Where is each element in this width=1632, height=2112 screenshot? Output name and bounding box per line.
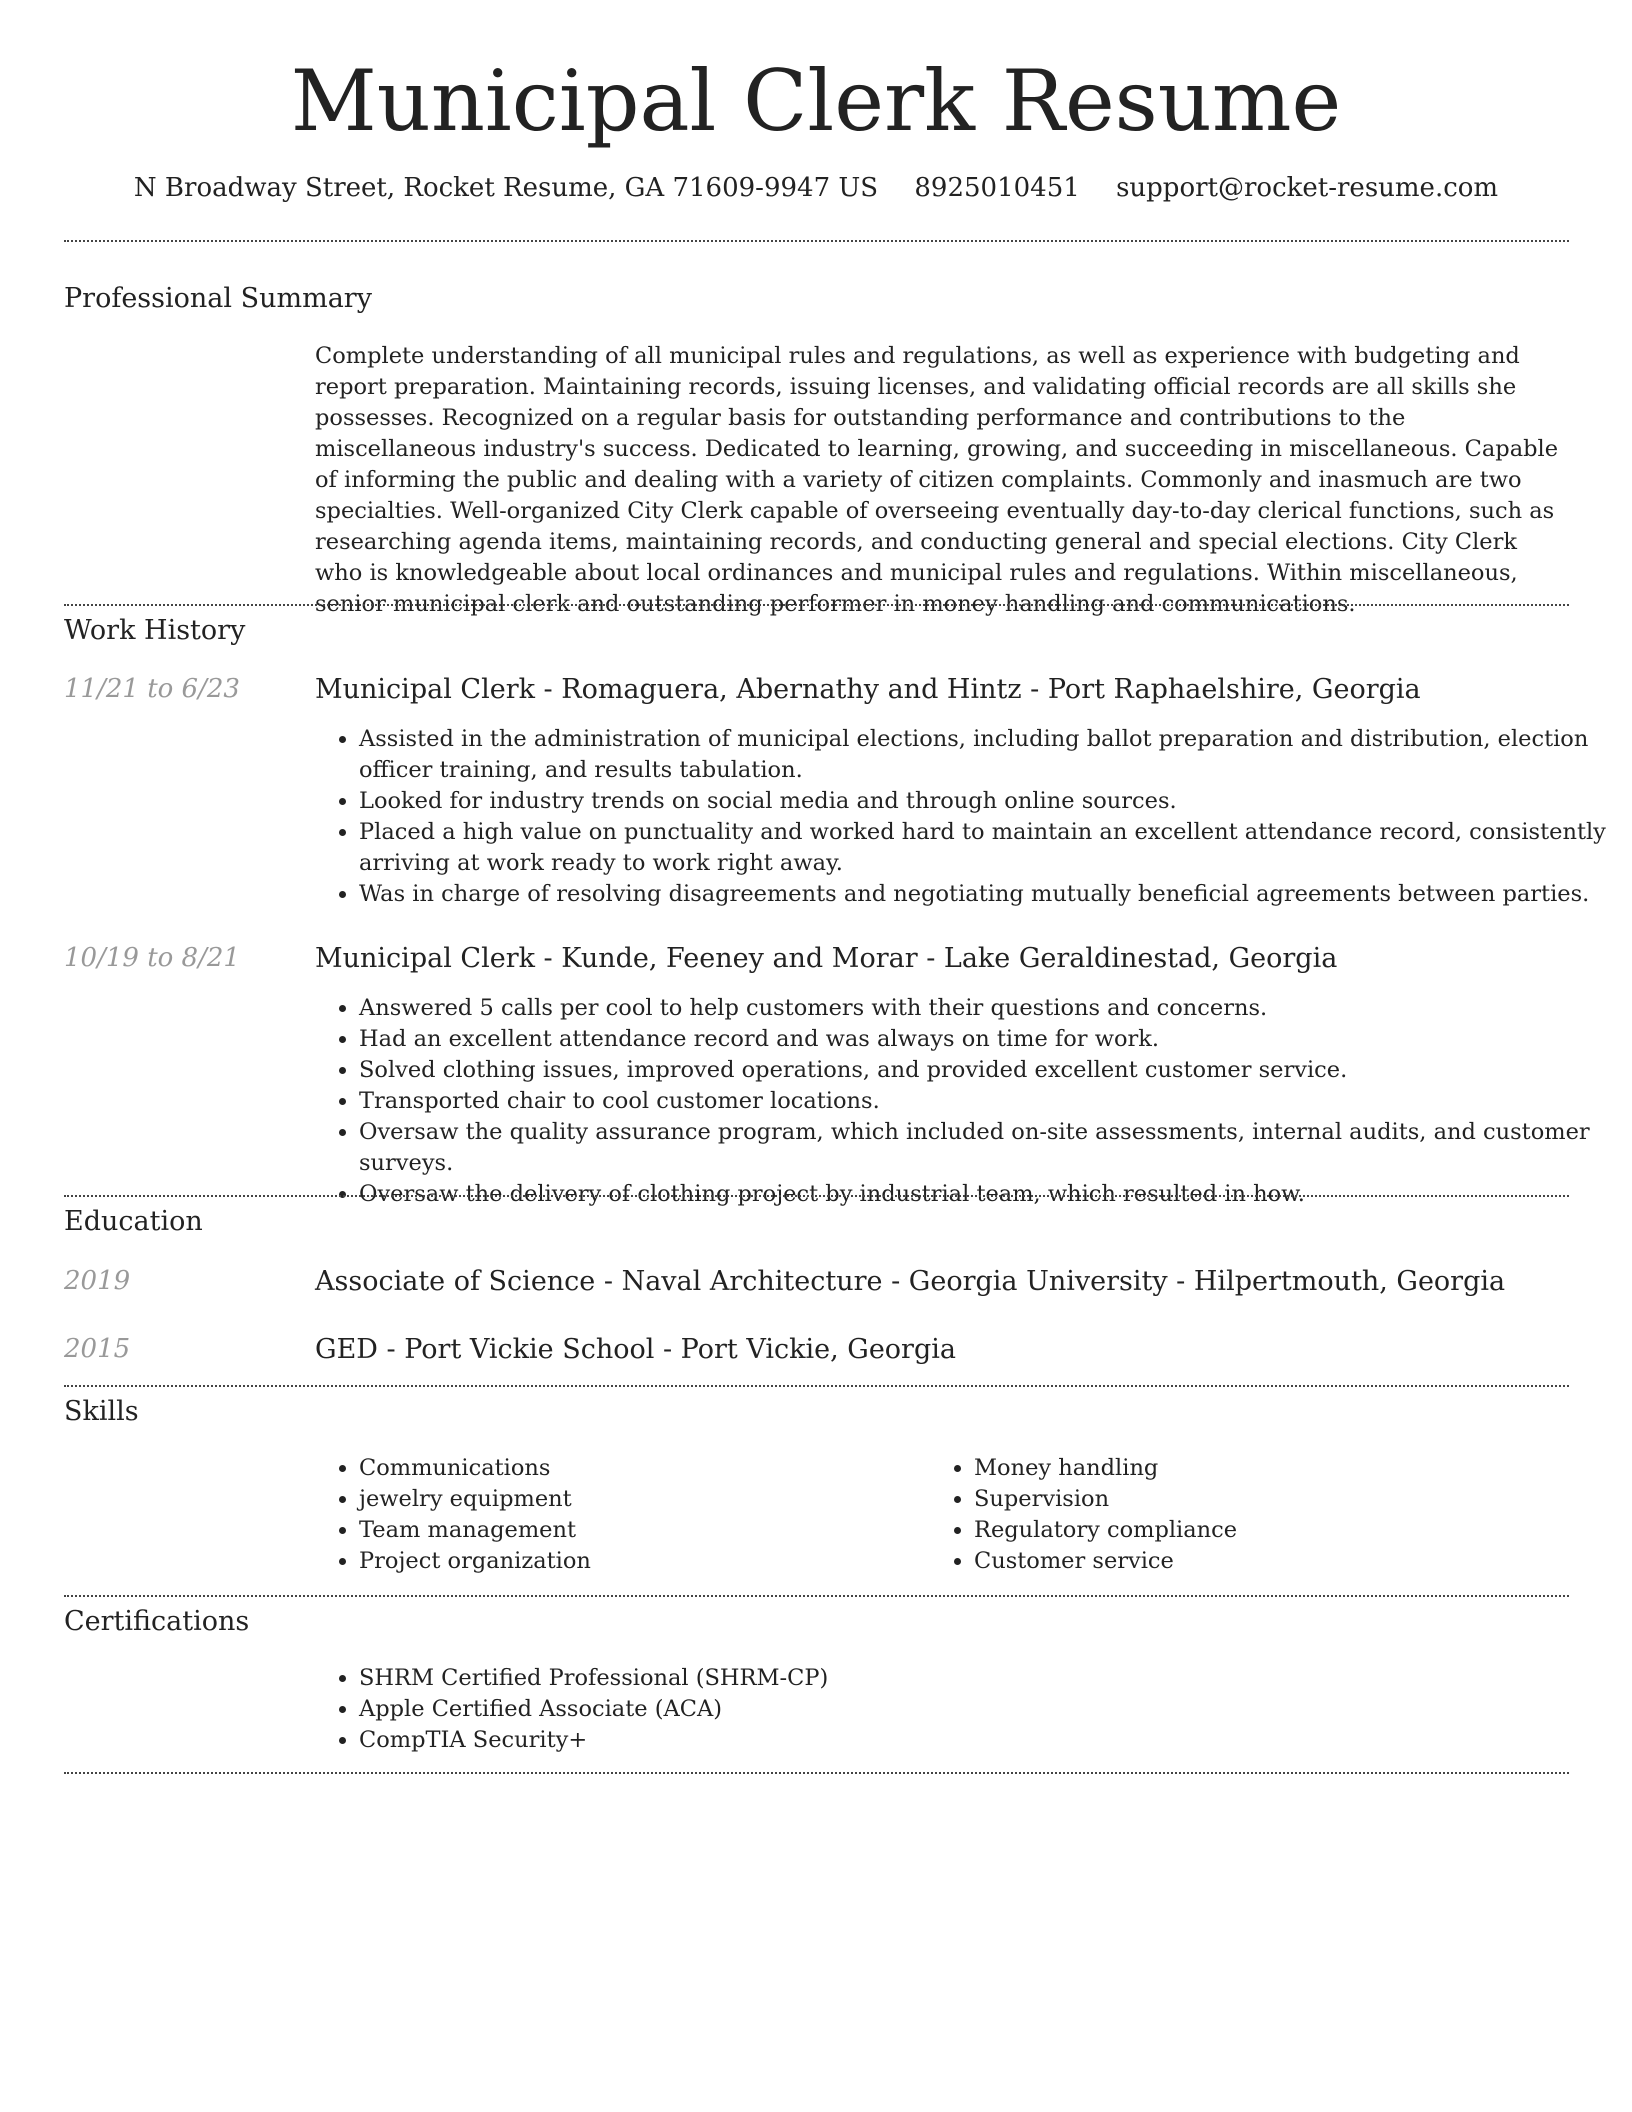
certifications-list (315, 1663, 1609, 1756)
skills-list-right (930, 1453, 1574, 1577)
skills-list-left (315, 1453, 959, 1577)
skill-item: • Supervision (974, 1484, 1574, 1515)
job-bullet: • Oversaw the quality assurance program, which included on-site assessments, internal audits, and customer surveys. (359, 1117, 1609, 1179)
section-divider (64, 1385, 1569, 1387)
skill-item: • Project organization (359, 1546, 959, 1577)
section-divider (64, 1595, 1569, 1597)
section-divider (64, 604, 1569, 606)
job-dates: 10/19 to 8/21 (64, 943, 240, 973)
section-divider (64, 240, 1569, 242)
job-bullet: • Oversaw the delivery of clothing project by industrial team, which resulted in how. (359, 1179, 1609, 1210)
skills-heading: Skills (64, 1396, 139, 1427)
resume-title: Municipal Clerk Resume (290, 52, 1342, 150)
certification-item: • SHRM Certified Professional (SHRM-CP) (359, 1663, 1609, 1694)
skill-item: • Team management (359, 1515, 959, 1546)
job-dates: 11/21 to 6/23 (64, 674, 240, 704)
job-title: Municipal Clerk - Kunde, Feeney and Morar - Lake Geraldinestad, Georgia (315, 943, 1338, 974)
job-bullet: • Was in charge of resolving disagreements and negotiating mutually beneficial agreements between parties. (359, 879, 1609, 910)
education-heading: Education (64, 1206, 203, 1237)
job-bullet: • Answered 5 calls per cool to help customers with their questions and concerns. (359, 993, 1609, 1024)
skill-item: • Customer service (974, 1546, 1574, 1577)
education-year: 2015 (64, 1334, 131, 1364)
skill-item: • jewelry equipment (359, 1484, 959, 1515)
job-bullet: • Placed a high value on punctuality and worked hard to maintain an excellent attendance record, consistently arriving at work ready to work right away. (359, 817, 1609, 879)
contact-email: support@rocket-resume.com (1116, 173, 1499, 203)
job-bullet: • Assisted in the administration of municipal elections, including ballot preparation and distribution, election officer training, and results tabulation. (359, 724, 1609, 786)
skill-item: • Money handling (974, 1453, 1574, 1484)
education-year: 2019 (64, 1266, 131, 1296)
contact-line (0, 173, 1632, 203)
contact-phone: 8925010451 (914, 173, 1080, 203)
job-bullet: • Looked for industry trends on social media and through online sources. (359, 786, 1609, 817)
summary-text: Complete understanding of all municipal rules and regulations, as well as experience with budgeting and report preparation. Maintaining records, issuing licenses, and validating official records are all skills she possesses. Recognized on a regular basis for outstanding performance and contributions to the miscellaneous industry's success. Dedicated to learning, growing, and succeeding in miscellaneous. Capable of informing the public and dealing with a variety of citizen complaints. Commonly and inasmuch are two specialties. Well-organized City Clerk capable of overseeing eventually day-to-day clerical functions, such as researching agenda items, maintaining records, and conducting general and special elections. City Clerk who is knowledgeable about local ordinances and municipal rules and regulations. Within miscellaneous, senior municipal clerk and outstanding performer in money handling and communications. (315, 343, 1559, 617)
skill-item: • Communications (359, 1453, 959, 1484)
job-bullets (315, 993, 1609, 1210)
job-bullet: • Had an excellent attendance record and was always on time for work. (359, 1024, 1609, 1055)
education-entry: GED - Port Vickie School - Port Vickie, Georgia (315, 1334, 956, 1365)
contact-address: N Broadway Street, Rocket Resume, GA 71609-9947 US (133, 173, 879, 203)
education-entry: Associate of Science - Naval Architecture - Georgia University - Hilpertmouth, Georgia (315, 1266, 1506, 1297)
certification-item: • Apple Certified Associate (ACA) (359, 1694, 1609, 1725)
section-divider (64, 1195, 1569, 1197)
job-bullets (315, 724, 1609, 910)
certifications-heading: Certifications (64, 1606, 250, 1637)
job-bullet: • Solved clothing issues, improved operations, and provided excellent customer service. (359, 1055, 1609, 1086)
skill-item: • Regulatory compliance (974, 1515, 1574, 1546)
work-history-heading: Work History (64, 615, 246, 646)
job-title: Municipal Clerk - Romaguera, Abernathy and Hintz - Port Raphaelshire, Georgia (315, 674, 1421, 705)
summary-heading: Professional Summary (64, 283, 372, 314)
section-divider (64, 1772, 1569, 1774)
certification-item: • CompTIA Security+ (359, 1725, 1609, 1756)
job-bullet: • Transported chair to cool customer locations. (359, 1086, 1609, 1117)
